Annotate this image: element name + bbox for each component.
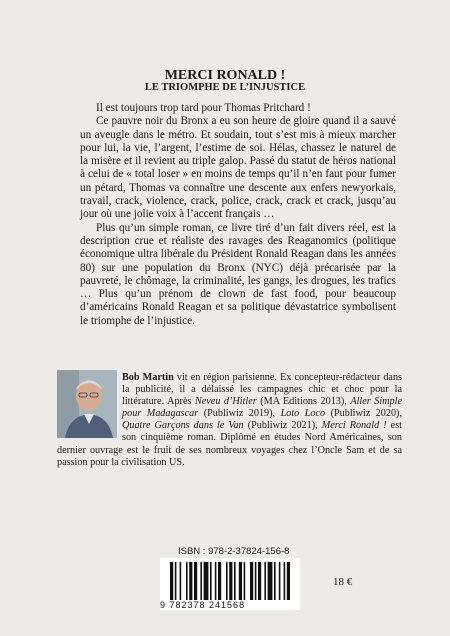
barcode-bar xyxy=(279,562,281,600)
barcode-bar xyxy=(255,562,257,600)
barcode-bar xyxy=(264,562,266,600)
book-title: MERCI RONALD ! xyxy=(164,68,286,83)
author-bio: Bob Martin vit en région parisienne. Ex concepteur-rédacteur dans la publicité, il a délaissé les campagnes chic et choc pour la littérature. Après Neveu d’Hitler (MA Editions 2013), Aller Simple pour Madagascar (Publiwiz 2019), Loto Loco (Publiwiz 2020), Quatre Garçons dans le Van (Publiwiz 2021), Merci Ronald ! est son cinquième roman. Diplômé en études Nord Américaines, son dernier ouvrage est le fruit de ses nombreux voyages chez l’Oncle Sam et de sa passion pour la civilisation US. xyxy=(57,372,403,468)
barcode-bar xyxy=(268,562,273,600)
barcode-bar xyxy=(244,562,246,600)
back-cover-blurb xyxy=(80,102,396,328)
barcode-bar xyxy=(226,562,228,600)
blurb-paragraph-3: Plus qu’un simple roman, ce livre tiré d’un fait divers réel, est la description crue et réaliste des ravages des Reaganomics (politique économique ultra libérale du Président Ronald Reagan dans les années 80) sur une population du Bronx (NYC) déjà précarisée par la pauvreté, le chômage, la criminalité, les gangs, les drogues, les trafics … Plus qu’un prénom de clown de fast food, pour beaucoup d’américains Ronald Reagan et sa politique dévastatrice symbolisent le triomphe de l’injustice. xyxy=(80,221,396,327)
book-ref-2: Aller Simple pour Madagascar xyxy=(122,396,402,420)
barcode-bar xyxy=(186,562,188,600)
isbn-label: ISBN : 978-2-37824-156-8 xyxy=(178,546,290,557)
barcode-bar xyxy=(250,562,253,600)
barcode-bar xyxy=(284,562,286,600)
barcode-bar xyxy=(239,562,242,600)
book-ref-5: Merci Ronald ! xyxy=(321,420,387,432)
barcode-bar xyxy=(234,562,236,600)
barcode-bar xyxy=(194,562,197,600)
book-ref-4: Quatre Garçons dans le Van xyxy=(122,420,244,432)
blurb-paragraph-1: Il est toujours trop tard pour Thomas Pritchard ! xyxy=(96,102,311,114)
barcode-bar xyxy=(189,562,192,600)
barcode-bar xyxy=(200,562,202,600)
price: 18 € xyxy=(333,576,353,588)
book-ref-3: Loto Loco xyxy=(280,408,326,420)
barcode-bar xyxy=(287,562,290,600)
author-name: Bob Martin xyxy=(122,372,174,383)
barcode-bar xyxy=(215,562,217,600)
barcode-bar xyxy=(274,562,276,600)
blurb-paragraph-2: Ce pauvre noir du Bronx a eu son heure de gloire quand il a sauvé un aveugle dans le métro. Et soudain, tout s’est mis à mieux marcher pour lui, la vie, l’argent, l’estime de soi. Hélas, chassez le naturel de la misère et il revient au triple galop. Passé du statut de héros national à celui de « total loser » en moins de temps qu’il n’en faut pour fumer un pétard, Thomas va connaître une descente aux enfers newyorkais, travail, crack, violence, crack, police, crack, crack et crack, jusqu’au jour où une jolie voix à l’accent français … xyxy=(80,115,396,221)
barcode-bar xyxy=(218,562,221,600)
barcode-bar xyxy=(170,562,173,600)
barcode-bar xyxy=(204,562,209,600)
barcode-bar xyxy=(210,562,212,600)
book-subtitle: LE TRIOMPHE DE L’INJUSTICE xyxy=(144,82,306,93)
barcode-bar xyxy=(180,562,182,600)
barcode-bar xyxy=(229,562,232,600)
barcode-digits: 9 782378 241568 xyxy=(160,600,246,610)
barcode-bar xyxy=(258,562,261,600)
book-ref-1: Neveu d’Hitler xyxy=(194,396,257,408)
barcode-bar xyxy=(175,562,177,600)
